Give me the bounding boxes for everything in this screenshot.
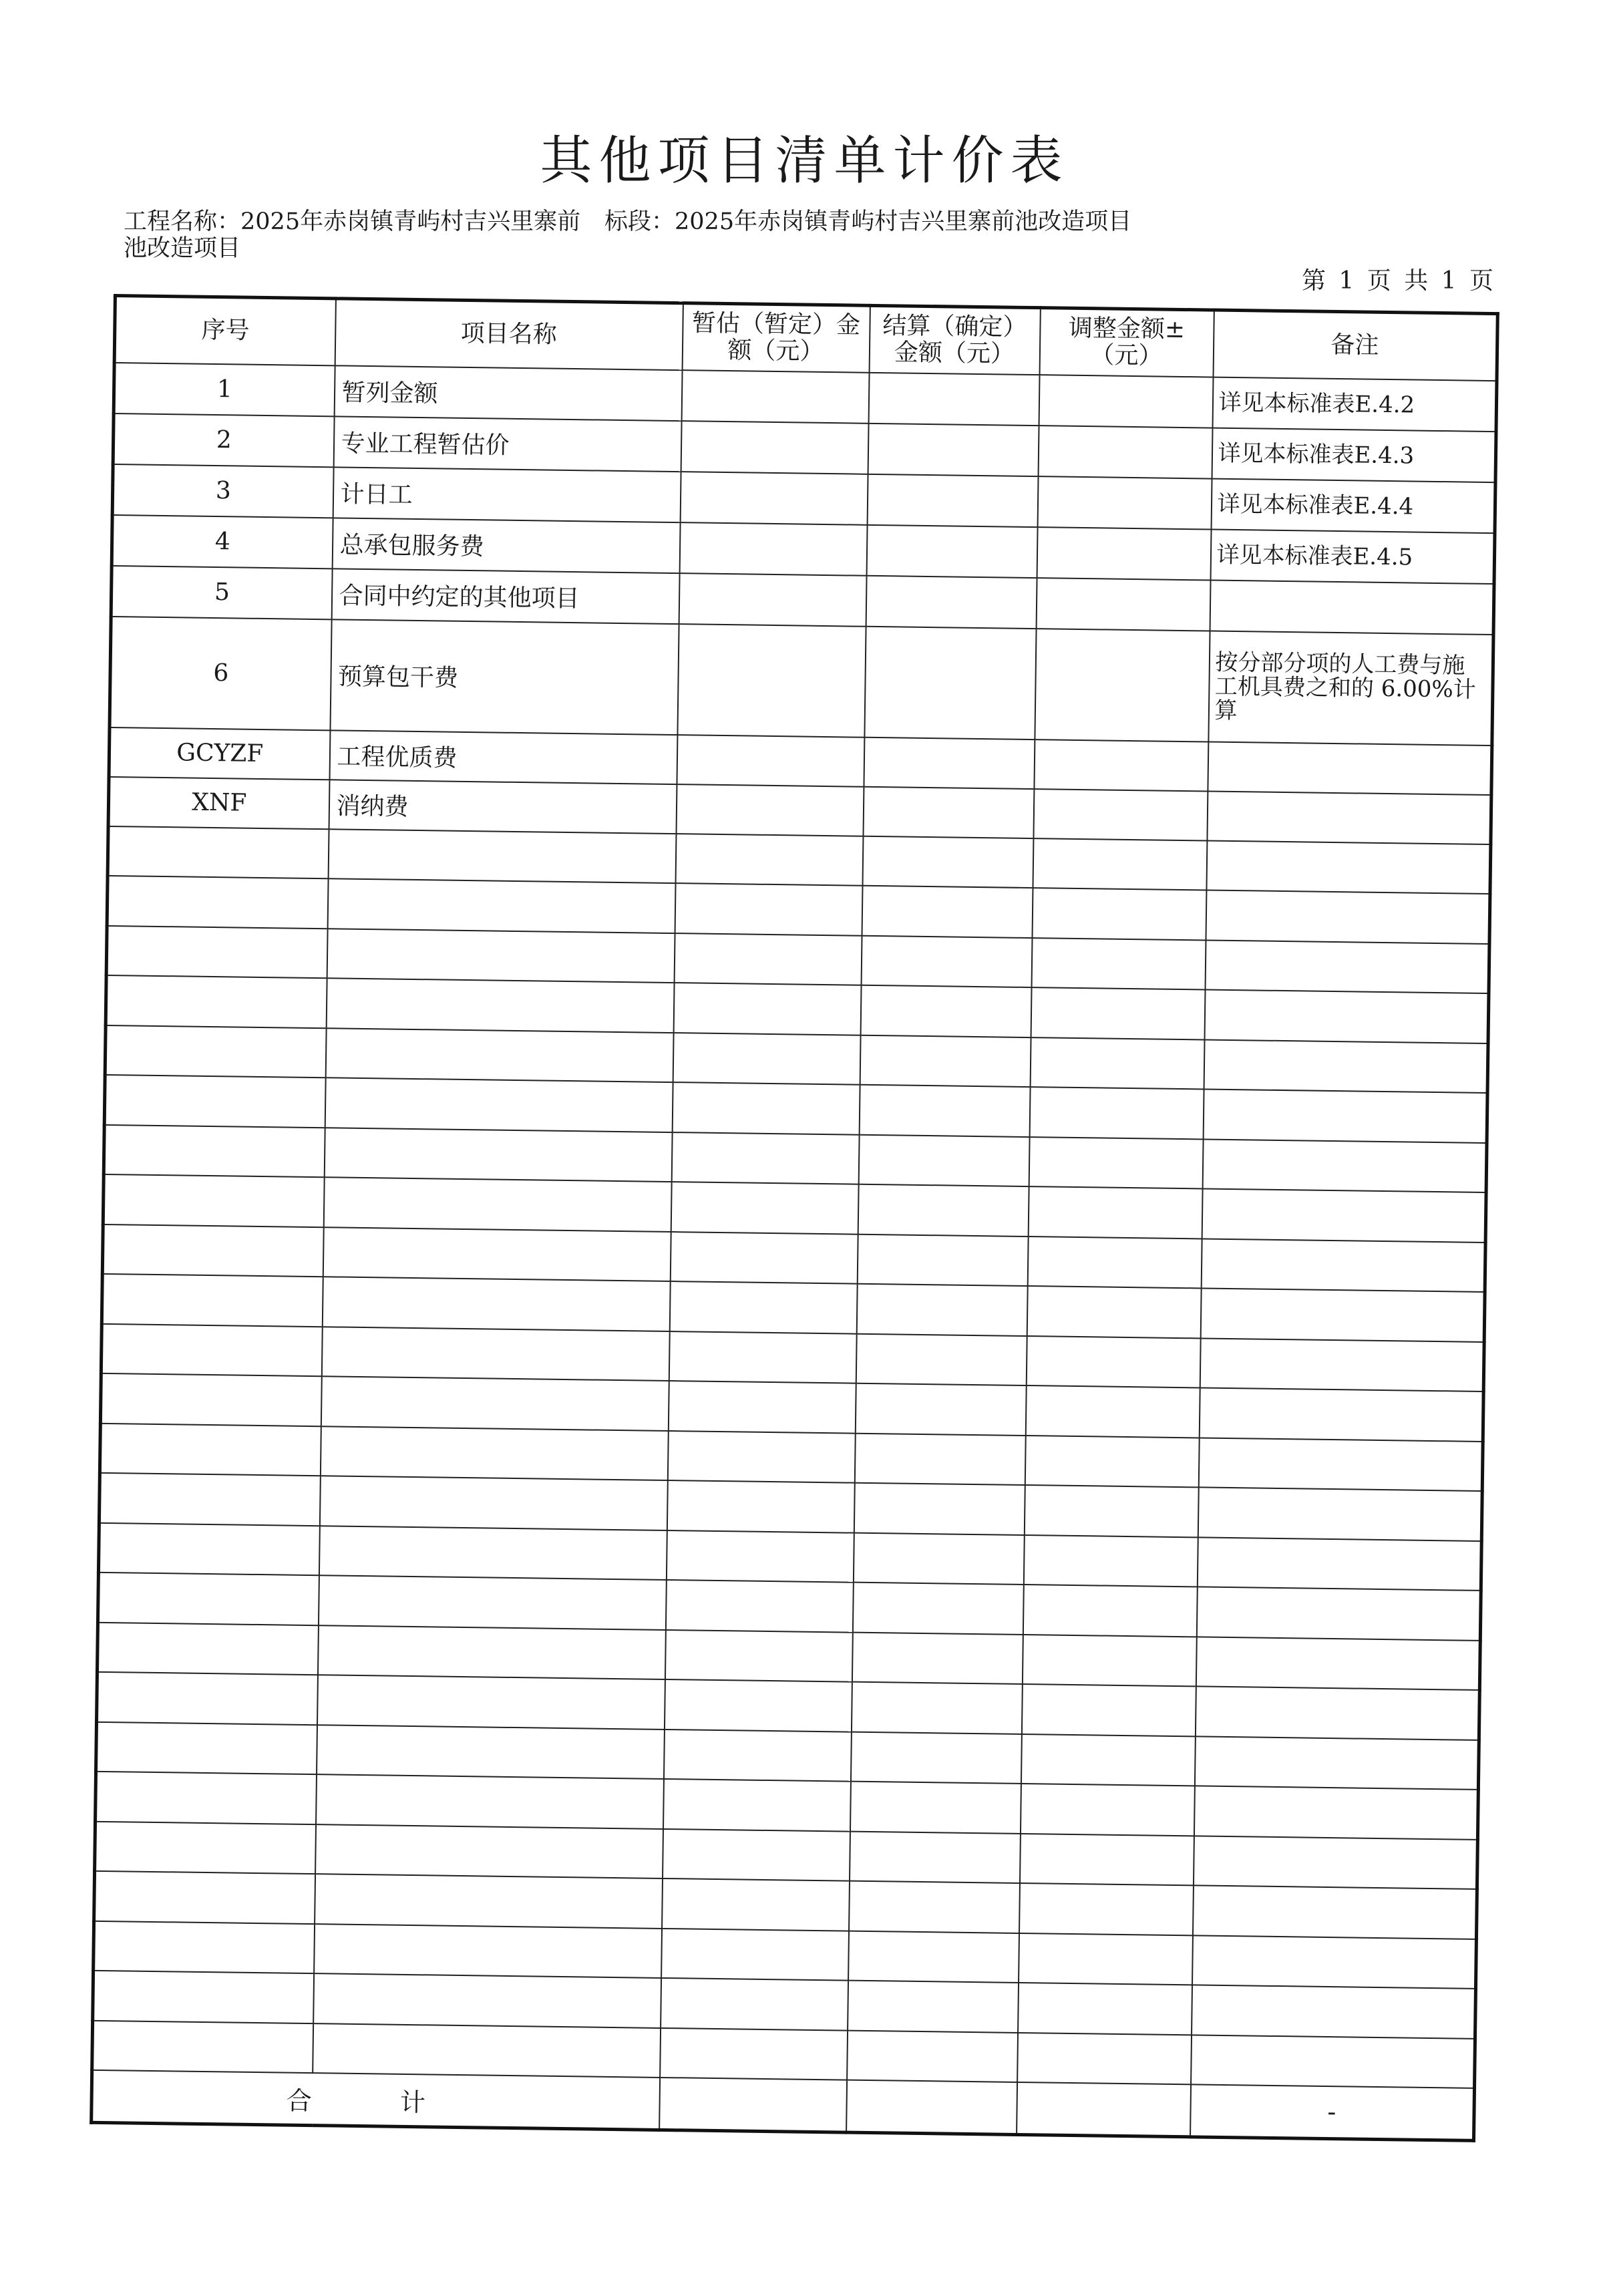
empty-cell [663,1779,850,1831]
empty-cell [1194,1786,1478,1839]
cell-name: 暂列金额 [334,365,682,421]
empty-cell [1027,1237,1202,1289]
empty-cell [317,1725,665,1779]
empty-cell [1204,989,1489,1043]
cell-settle [864,626,1036,739]
empty-cell [103,1174,324,1227]
empty-cell [1196,1587,1481,1640]
empty-cell [313,2023,661,2078]
empty-cell [661,1978,848,2030]
cell-name: 预算包干费 [330,619,679,735]
cell-estimate [677,624,866,737]
empty-cell [854,1483,1025,1535]
empty-cell [1198,1487,1482,1540]
empty-cell [1192,1935,1477,1989]
cell-estimate [680,472,868,525]
cell-settle [864,737,1035,788]
empty-cell [668,1381,856,1433]
empty-cell [1033,838,1207,890]
cell-no: 5 [111,565,332,619]
col-header-adjust: 调整金额±（元） [1039,308,1214,377]
empty-cell [1206,890,1490,943]
empty-cell [319,1476,667,1530]
col-header-settle: 结算（确定）金额（元） [869,305,1040,374]
empty-cell [328,829,676,883]
cell-note: 按分部分项的人工费与施工机具费之和的 6.00%计算 [1208,631,1493,746]
empty-cell [1196,1637,1480,1690]
cell-note: 详见本标准表E.4.5 [1210,529,1495,584]
empty-cell [1202,1188,1486,1242]
section-label: 标段： [604,208,675,235]
empty-cell [666,1530,854,1583]
total-label: 合 计 [92,2070,660,2130]
empty-cell [854,1433,1025,1485]
cell-estimate [681,370,869,424]
empty-cell [859,1085,1030,1137]
empty-cell [1203,1089,1487,1142]
empty-cell [857,1234,1028,1286]
empty-cell [1195,1686,1479,1740]
empty-cell [673,983,861,1035]
empty-cell [98,1522,319,1575]
empty-cell [671,1132,859,1184]
empty-cell [327,878,675,933]
empty-cell [848,1981,1019,2033]
cell-no: 6 [110,616,331,729]
project-label: 工程名称： [124,208,241,235]
empty-cell [1191,2035,1475,2088]
empty-cell [850,1782,1021,1834]
empty-cell [93,1971,314,2023]
empty-cell [1192,1885,1477,1939]
empty-cell [98,1573,319,1625]
empty-cell [1025,1436,1199,1488]
empty-cell [106,925,327,978]
empty-cell [108,826,329,878]
col-header-no: 序号 [114,296,335,365]
empty-cell [675,883,862,935]
empty-cell [858,1134,1029,1186]
empty-cell [660,2027,848,2080]
cell-adjust [1037,527,1211,580]
cell-estimate [677,735,864,787]
empty-cell [321,1327,669,1381]
empty-cell [1031,938,1206,990]
cell-settle [866,575,1037,628]
empty-cell [675,834,863,886]
empty-cell [1023,1585,1197,1637]
empty-cell [1019,1833,1194,1885]
empty-cell [862,886,1033,938]
cell-adjust [1035,629,1210,742]
empty-cell [316,1774,664,1828]
empty-cell [102,1274,323,1327]
empty-cell [1018,1983,1192,2035]
empty-cell [325,1078,673,1132]
empty-cell [1206,840,1491,894]
empty-cell [860,985,1031,1037]
empty-cell [319,1526,667,1580]
empty-cell [665,1580,853,1632]
section-value: 2025年赤岗镇青屿村吉兴里寨前池改造项目 [675,208,1132,235]
empty-cell [664,1679,852,1732]
cell-adjust [1034,740,1208,791]
total-adjust [1017,2082,1191,2136]
cell-no: GCYZF [109,727,330,779]
empty-cell [667,1431,855,1483]
empty-cell [317,1675,665,1729]
empty-cell [672,1082,860,1134]
empty-cell [1029,1087,1204,1139]
empty-cell [315,1824,663,1878]
empty-cell [858,1184,1029,1237]
empty-cell [326,978,674,1032]
empty-cell [104,1075,325,1128]
empty-cell [1019,1883,1194,1935]
empty-cell [322,1277,670,1331]
cell-settle [868,372,1039,425]
empty-cell [663,1828,850,1880]
empty-cell [314,1924,662,1978]
empty-cell [97,1672,318,1725]
cell-estimate [679,522,867,576]
empty-cell [99,1473,320,1526]
empty-cell [1024,1485,1198,1537]
empty-cell [1029,1137,1203,1189]
empty-cell [104,1124,325,1177]
empty-cell [1202,1139,1487,1192]
cell-settle [868,423,1039,476]
empty-cell [1020,1784,1194,1836]
empty-cell [849,1831,1020,1883]
empty-cell [1021,1734,1195,1786]
empty-cell [95,1821,316,1874]
empty-cell [107,876,328,929]
empty-cell [1017,2032,1192,2084]
cell-note [1210,580,1494,635]
cell-note: 详见本标准表E.4.3 [1212,428,1496,482]
cell-no: 1 [114,363,335,416]
empty-cell [850,1732,1021,1784]
empty-cell [1025,1385,1200,1438]
empty-cell [1199,1387,1483,1441]
cell-no: 2 [113,414,334,467]
items-table [90,294,1499,2142]
empty-cell [851,1682,1022,1734]
cell-name: 计日工 [333,467,681,522]
empty-cell [670,1232,858,1284]
empty-cell [852,1583,1023,1635]
empty-cell [100,1423,321,1476]
empty-cell [855,1383,1026,1436]
empty-cell [94,1921,315,1973]
col-header-estimate: 暂估（暂定）金额（元） [682,303,870,373]
empty-cell [673,1033,860,1085]
cell-no: 4 [112,515,333,568]
cell-estimate [681,421,868,474]
empty-cell [102,1224,323,1277]
empty-cell [1030,1037,1204,1090]
empty-cell [327,929,675,983]
empty-cell [669,1331,856,1383]
empty-cell [856,1333,1027,1385]
empty-cell [1192,1985,1476,2038]
cell-note [1208,742,1492,795]
empty-cell [96,1721,317,1774]
empty-cell [323,1177,671,1231]
empty-cell [100,1373,321,1426]
empty-cell [671,1182,858,1234]
empty-cell [1022,1634,1196,1686]
empty-cell [847,2030,1018,2082]
cell-name: 专业工程暂估价 [333,416,681,472]
empty-cell [320,1426,668,1480]
cell-adjust [1038,426,1212,478]
empty-cell [861,935,1032,987]
empty-cell [665,1629,852,1681]
empty-cell [324,1128,672,1182]
cell-note [1207,791,1491,844]
empty-cell [856,1284,1027,1336]
cell-adjust [1039,375,1213,428]
empty-cell [849,1881,1020,1933]
cell-adjust [1033,789,1208,840]
empty-cell [667,1480,854,1532]
empty-cell [848,1931,1019,1983]
page-title: 其他项目清单计价表 [540,131,1069,191]
empty-cell [674,933,862,985]
empty-cell [323,1227,671,1281]
empty-cell [1021,1684,1196,1736]
empty-cell [662,1878,850,1931]
empty-cell [101,1323,322,1376]
empty-cell [1201,1239,1485,1292]
empty-cell [1026,1336,1200,1388]
empty-cell [96,1772,317,1824]
empty-cell [1205,940,1489,993]
empty-cell [105,1025,326,1078]
empty-cell [1031,987,1205,1039]
cell-settle [866,524,1037,577]
empty-cell [1027,1286,1201,1338]
project-name [124,208,598,262]
col-header-note: 备注 [1213,310,1497,381]
total-estimate [659,2078,847,2132]
section-name [604,208,1159,235]
empty-cell [853,1532,1024,1585]
cell-name: 消纳费 [329,780,677,834]
project-value: 2025年赤岗镇青屿村吉兴里寨前池改造项目 [124,208,581,262]
empty-cell [1032,888,1206,940]
cell-adjust [1037,476,1212,529]
empty-cell [1197,1537,1481,1591]
cell-name: 合同中约定的其他项目 [331,568,679,624]
empty-cell [1204,1039,1488,1093]
empty-cell [669,1281,857,1333]
empty-cell [1023,1535,1198,1587]
empty-cell [106,975,327,1028]
empty-cell [1194,1736,1479,1790]
empty-cell [663,1729,851,1781]
empty-cell [1200,1288,1485,1341]
cell-no: XNF [108,776,329,828]
empty-cell [1198,1438,1483,1491]
cell-estimate [676,784,864,836]
table-row [110,616,1493,745]
empty-cell [862,836,1033,888]
total-settle [846,2080,1017,2134]
empty-cell [97,1622,318,1675]
cell-note: 详见本标准表E.4.4 [1211,478,1495,533]
empty-cell [317,1625,665,1679]
empty-cell [321,1376,669,1430]
empty-cell [92,2020,313,2073]
cell-settle [863,786,1034,838]
empty-cell [1028,1186,1202,1239]
cell-estimate [679,573,866,627]
empty-cell [318,1575,666,1629]
empty-cell [661,1928,849,1980]
empty-cell [94,1871,315,1924]
cell-settle [867,474,1038,526]
cell-adjust [1036,578,1210,631]
empty-cell [1019,1933,1193,1985]
empty-cell [1200,1338,1484,1391]
cell-no: 3 [112,464,333,518]
cell-name: 总承包服务费 [332,518,680,573]
empty-cell [325,1028,673,1082]
empty-cell [860,1035,1031,1087]
col-header-name: 项目名称 [335,299,683,370]
empty-cell [1193,1836,1477,1889]
page-number: 第 1 页 共 1 页 [1301,267,1496,295]
empty-cell [313,1973,661,2027]
total-note: - [1190,2084,1475,2140]
cell-name: 工程优质费 [329,730,677,784]
empty-cell [852,1632,1023,1684]
cell-note: 详见本标准表E.4.2 [1212,377,1497,432]
empty-cell [315,1874,663,1928]
